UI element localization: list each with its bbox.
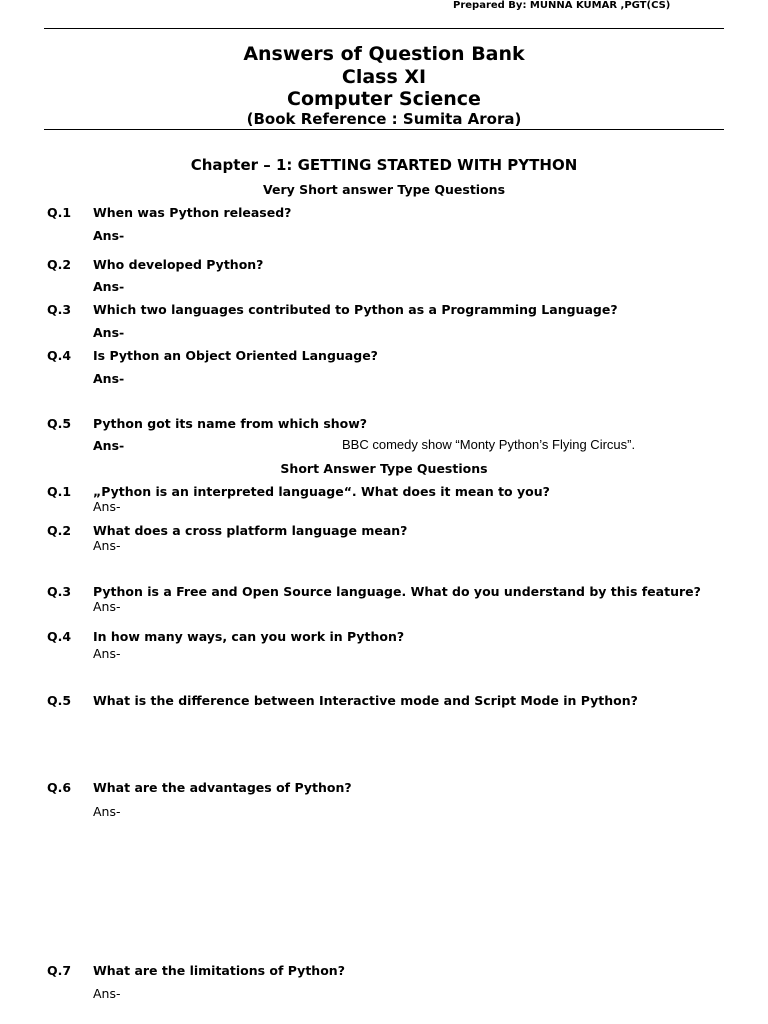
answer-label: Ans- — [93, 599, 121, 614]
answer-label: Ans- — [93, 438, 125, 453]
question-text: What is the difference between Interactive mode and Script Mode in Python? — [93, 693, 638, 708]
answer-label: Ans- — [93, 804, 121, 819]
answer-label: Ans- — [93, 228, 125, 243]
answer-label: Ans- — [93, 646, 121, 661]
question-number: Q.4 — [47, 348, 72, 363]
question-text: Python is a Free and Open Source language. What do you understand by this feature? — [93, 584, 701, 599]
chapter-heading: Chapter – 1: GETTING STARTED WITH PYTHON — [190, 156, 578, 174]
class-title: Class XI — [341, 66, 427, 88]
question-text: Which two languages contributed to Python as a Programming Language? — [93, 302, 618, 317]
answer-label: Ans- — [93, 499, 121, 514]
header-bottom-rule — [44, 129, 724, 130]
question-text: What are the limitations of Python? — [93, 963, 345, 978]
answer-label: Ans- — [93, 279, 125, 294]
question-text: When was Python released? — [93, 205, 292, 220]
question-text: What does a cross platform language mean? — [93, 523, 408, 538]
question-number: Q.1 — [47, 205, 72, 220]
question-number: Q.5 — [47, 416, 72, 431]
question-number: Q.5 — [47, 693, 72, 708]
answer-label: Ans- — [93, 986, 121, 1001]
question-number: Q.6 — [47, 780, 72, 795]
question-number: Q.2 — [47, 523, 72, 538]
question-text: Is Python an Object Oriented Language? — [93, 348, 378, 363]
question-number: Q.2 — [47, 257, 72, 272]
section-heading-short: Short Answer Type Questions — [280, 461, 488, 476]
answer-label: Ans- — [93, 325, 125, 340]
answer-text: BBC comedy show “Monty Python’s Flying Circus”. — [342, 437, 636, 452]
question-number: Q.4 — [47, 629, 72, 644]
question-number: Q.3 — [47, 302, 72, 317]
question-text: What are the advantages of Python? — [93, 780, 352, 795]
question-text: Python got its name from which show? — [93, 416, 368, 431]
answer-label: Ans- — [93, 371, 125, 386]
book-reference: (Book Reference : Sumita Arora) — [246, 110, 522, 128]
question-text: Who developed Python? — [93, 257, 264, 272]
subject-title: Computer Science — [287, 88, 481, 110]
question-text: „Python is an interpreted language“. What does it mean to you? — [93, 484, 550, 499]
document-title: Answers of Question Bank — [243, 43, 525, 65]
question-number: Q.1 — [47, 484, 72, 499]
section-heading-very-short: Very Short answer Type Questions — [262, 182, 506, 197]
question-number: Q.3 — [47, 584, 72, 599]
prepared-by: Prepared By: MUNNA KUMAR ,PGT(CS) — [453, 0, 671, 11]
question-number: Q.7 — [47, 963, 72, 978]
answer-label: Ans- — [93, 538, 121, 553]
question-text: In how many ways, can you work in Python? — [93, 629, 405, 644]
top-rule — [44, 28, 724, 29]
